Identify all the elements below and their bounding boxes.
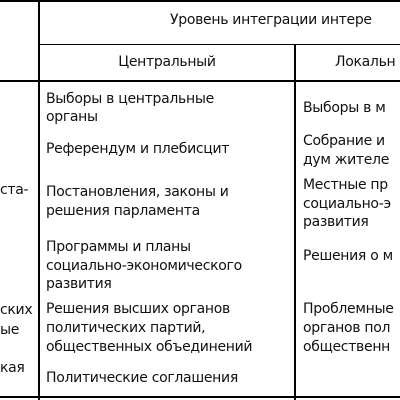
subheader-bottom-rule <box>0 80 400 82</box>
local-row-1-line-1: Выборы в м <box>303 100 386 116</box>
local-row-2-line-1: Собрание и <box>303 133 385 149</box>
column-header-local: Локальн <box>335 54 396 70</box>
central-row-3-line-1: Постановления, законы и <box>46 184 229 200</box>
left-fragment-1: ста- <box>0 182 29 198</box>
local-row-2-line-2: дум жителе <box>303 152 390 168</box>
left-fragment-2: ских <box>0 302 33 318</box>
central-local-divider <box>294 45 296 400</box>
central-row-5-line-3: общественных объединений <box>46 339 253 355</box>
central-row-4-line-3: развития <box>46 276 112 292</box>
local-row-5-line-1: Проблемные <box>303 301 394 317</box>
header-bottom-rule <box>40 44 400 45</box>
central-row-5-line-2: политических партий, <box>46 320 206 336</box>
local-row-5-line-3: общественн <box>303 339 391 355</box>
column-header-central: Центральный <box>118 54 216 70</box>
local-row-5-line-2: органов пол <box>303 320 391 336</box>
local-row-4-line-1: Решения о м <box>303 248 393 264</box>
central-row-4-line-1: Программы и планы <box>46 239 191 255</box>
left-fragment-3: ые <box>0 322 20 338</box>
central-row-1-line-1: Выборы в центральные <box>46 91 214 107</box>
central-row-4-line-2: социально-экономического <box>46 258 242 274</box>
central-row-3-line-2: решения парламента <box>46 203 200 219</box>
left-fragment-4: кая <box>0 360 25 376</box>
table-bottom-border <box>0 396 400 398</box>
central-row-1-line-2: органы <box>46 109 98 125</box>
table-top-border <box>0 0 400 2</box>
central-row-6-line-1: Политические соглашения <box>46 370 238 386</box>
central-row-5-line-1: Решения высших органов <box>46 301 231 317</box>
central-row-2-line-1: Референдум и плебисцит <box>46 141 230 157</box>
local-row-3-line-1: Местные пр <box>303 177 388 193</box>
header-integration-level: Уровень интеграции интере <box>170 12 372 28</box>
local-row-3-line-2: социально-э <box>303 196 391 212</box>
local-row-3-line-3: развития <box>303 214 369 230</box>
